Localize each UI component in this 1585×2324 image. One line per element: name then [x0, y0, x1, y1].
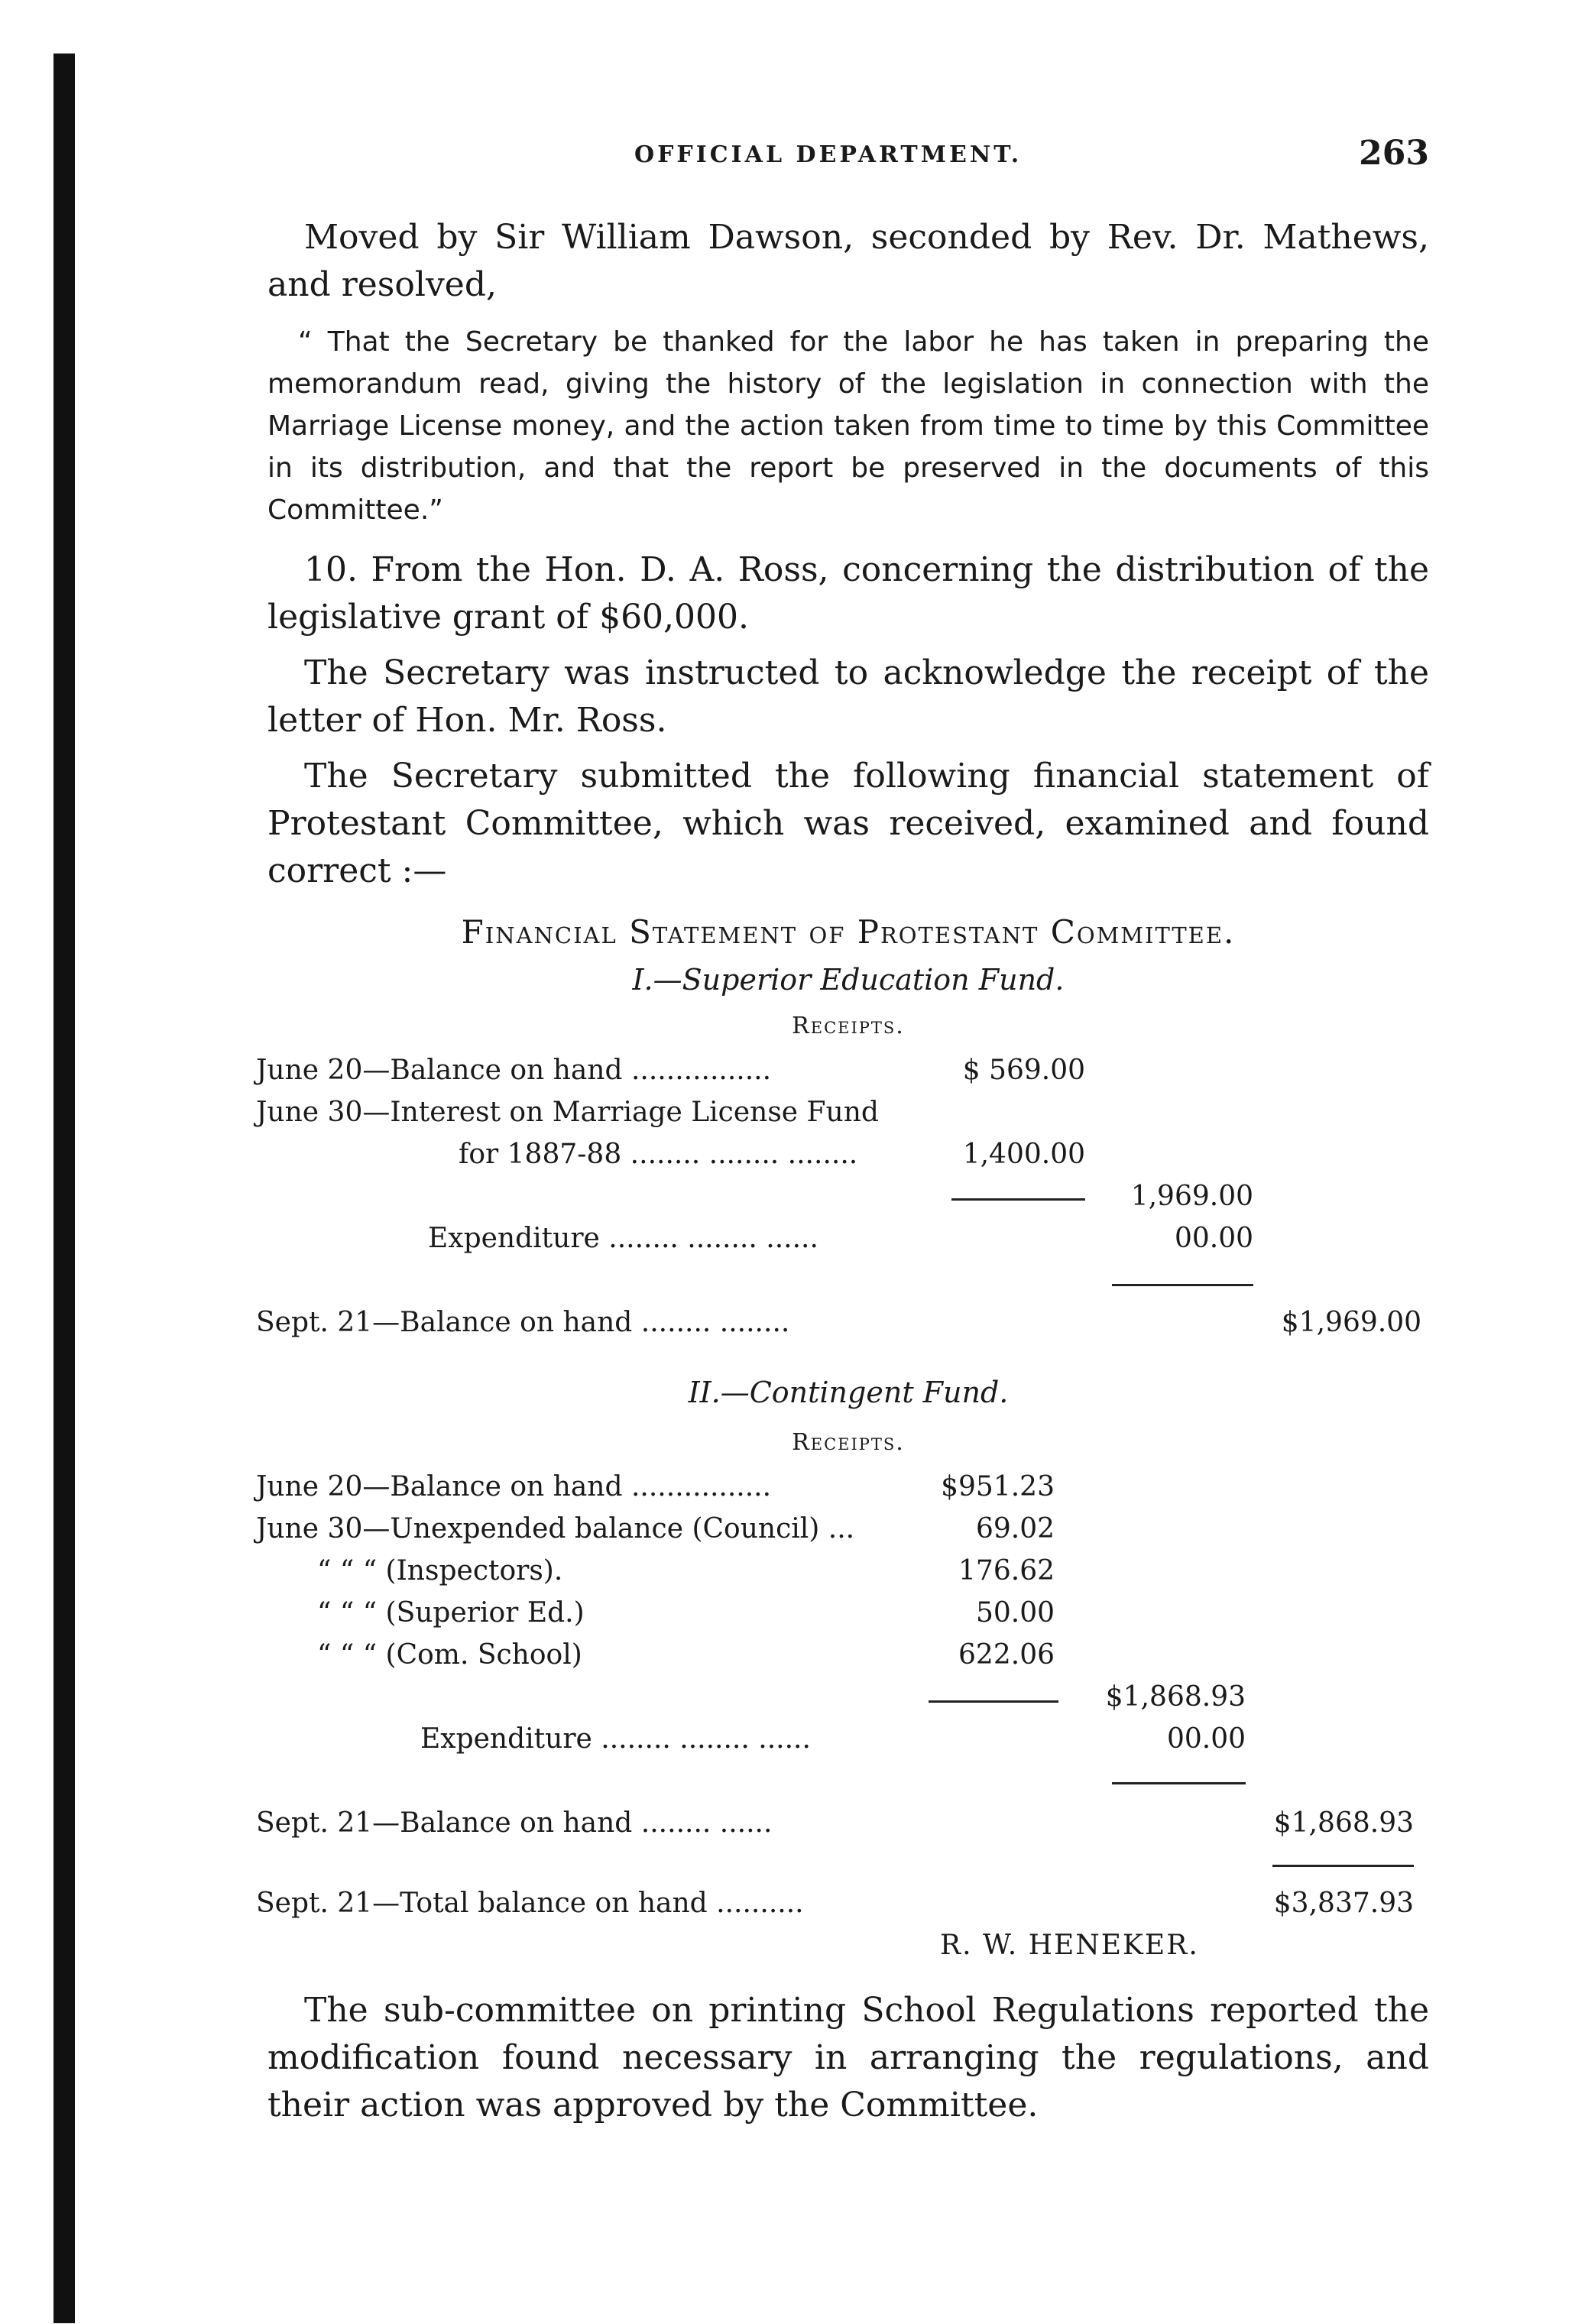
total-balance-label: Sept. 21—Total balance on hand ..........: [256, 1888, 804, 1919]
statement-title: Financial Statement of Protestant Committee.: [461, 913, 1236, 951]
fund2-line1-amount: $951.23: [941, 1471, 1055, 1502]
fund2-title: II.—Contingent Fund.: [688, 1376, 1009, 1409]
paragraph-sub-committee: [267, 1987, 1429, 2129]
fund1-line2-label: June 30—Interest on Marriage License Fund: [256, 1097, 879, 1128]
paragraph-item-10: [267, 546, 1429, 641]
total-balance-amount: $3,837.93: [1273, 1888, 1414, 1919]
fund1-balance: $1,969.00: [1281, 1307, 1421, 1338]
fund1-line1-label: June 20—Balance on hand ................: [256, 1055, 772, 1086]
paragraph-secretary-instructed: [267, 650, 1429, 744]
fund2-line3-label: “ “ “ (Inspectors).: [317, 1555, 563, 1587]
fund1-line3-amount: 1,400.00: [962, 1139, 1085, 1170]
paragraph-sub-committee-text: The sub-committee on printing School Regulations reported the modification found necessary in arranging the regulations, and their action was approved by the Committee.: [267, 1991, 1429, 2125]
fund2-line2-amount: 69.02: [975, 1513, 1055, 1544]
resolution-quote: [267, 321, 1429, 531]
paragraph-financial-intro: [267, 753, 1429, 895]
fund1-expenditure-label: Expenditure ........ ........ ......: [428, 1223, 818, 1254]
fund2-receipts-heading: Receipts.: [792, 1429, 905, 1456]
fund2-line2-label: June 30—Unexpended balance (Council) ...: [256, 1513, 855, 1544]
fund2-line4-amount: 50.00: [975, 1597, 1055, 1629]
fund2-expenditure: 00.00: [1166, 1723, 1246, 1755]
paragraph-item-10-text: 10. From the Hon. D. A. Ross, concerning the distribution of the legislative grant of $60,000.: [267, 550, 1429, 637]
fund2-line3-amount: 176.62: [958, 1555, 1055, 1587]
fund2-line5-amount: 622.06: [958, 1639, 1055, 1671]
fund1-subtotal: 1,969.00: [1130, 1181, 1253, 1212]
fund2-balance: $1,868.93: [1273, 1807, 1414, 1839]
fund2-balance-label: Sept. 21—Balance on hand ........ ......: [256, 1807, 773, 1839]
fund2-rule-expenditure: [1112, 1782, 1246, 1784]
fund2-subtotal: $1,868.93: [1105, 1681, 1246, 1713]
fund1-title: I.—Superior Education Fund.: [632, 963, 1065, 997]
fund2-rule-receipts: [929, 1700, 1058, 1703]
fund1-balance-label: Sept. 21—Balance on hand ........ ........: [256, 1307, 790, 1338]
fund2-expenditure-label: Expenditure ........ ........ ......: [420, 1723, 811, 1755]
paragraph-motion-text: Moved by Sir William Dawson, seconded by Rev. Dr. Mathews, and resolved,: [267, 218, 1429, 304]
resolution-quote-text: “ That the Secretary be thanked for the labor he has taken in preparing the memorandum read, giving the history of the legislation in connection with the Marriage License money, and the action taken from time to time by this Committee in its distribution, and that the report be preserved in the documents of this Committee.”: [267, 326, 1429, 526]
fund1-expenditure: 00.00: [1174, 1223, 1253, 1254]
page-number: 263: [1359, 134, 1429, 173]
binding-edge: [53, 53, 75, 2323]
running-head-title: OFFICIAL DEPARTMENT.: [634, 141, 1023, 168]
fund1-receipts-heading: Receipts.: [792, 1013, 905, 1039]
paragraph-motion: [267, 214, 1429, 309]
fund2-line1-label: June 20—Balance on hand ................: [256, 1471, 772, 1502]
running-header: [252, 134, 1429, 180]
signature: R. W. HENEKER.: [940, 1930, 1199, 1961]
fund2-line5-label: “ “ “ (Com. School): [317, 1639, 582, 1671]
fund1-rule-receipts: [951, 1198, 1085, 1201]
fund1-line1-amount: $ 569.00: [962, 1055, 1085, 1086]
paragraph-financial-intro-text: The Secretary submitted the following financial statement of Protestant Committee, which was received, examined and found correct :—: [267, 757, 1429, 890]
paragraph-secretary-instructed-text: The Secretary was instructed to acknowledge the receipt of the letter of Hon. Mr. Ross.: [267, 653, 1429, 740]
fund1-line3-label: for 1887-88 ........ ........ ........: [459, 1139, 858, 1170]
fund2-rule-balance: [1272, 1865, 1414, 1867]
fund2-line4-label: “ “ “ (Superior Ed.): [317, 1597, 585, 1629]
fund1-rule-expenditure: [1112, 1284, 1253, 1286]
